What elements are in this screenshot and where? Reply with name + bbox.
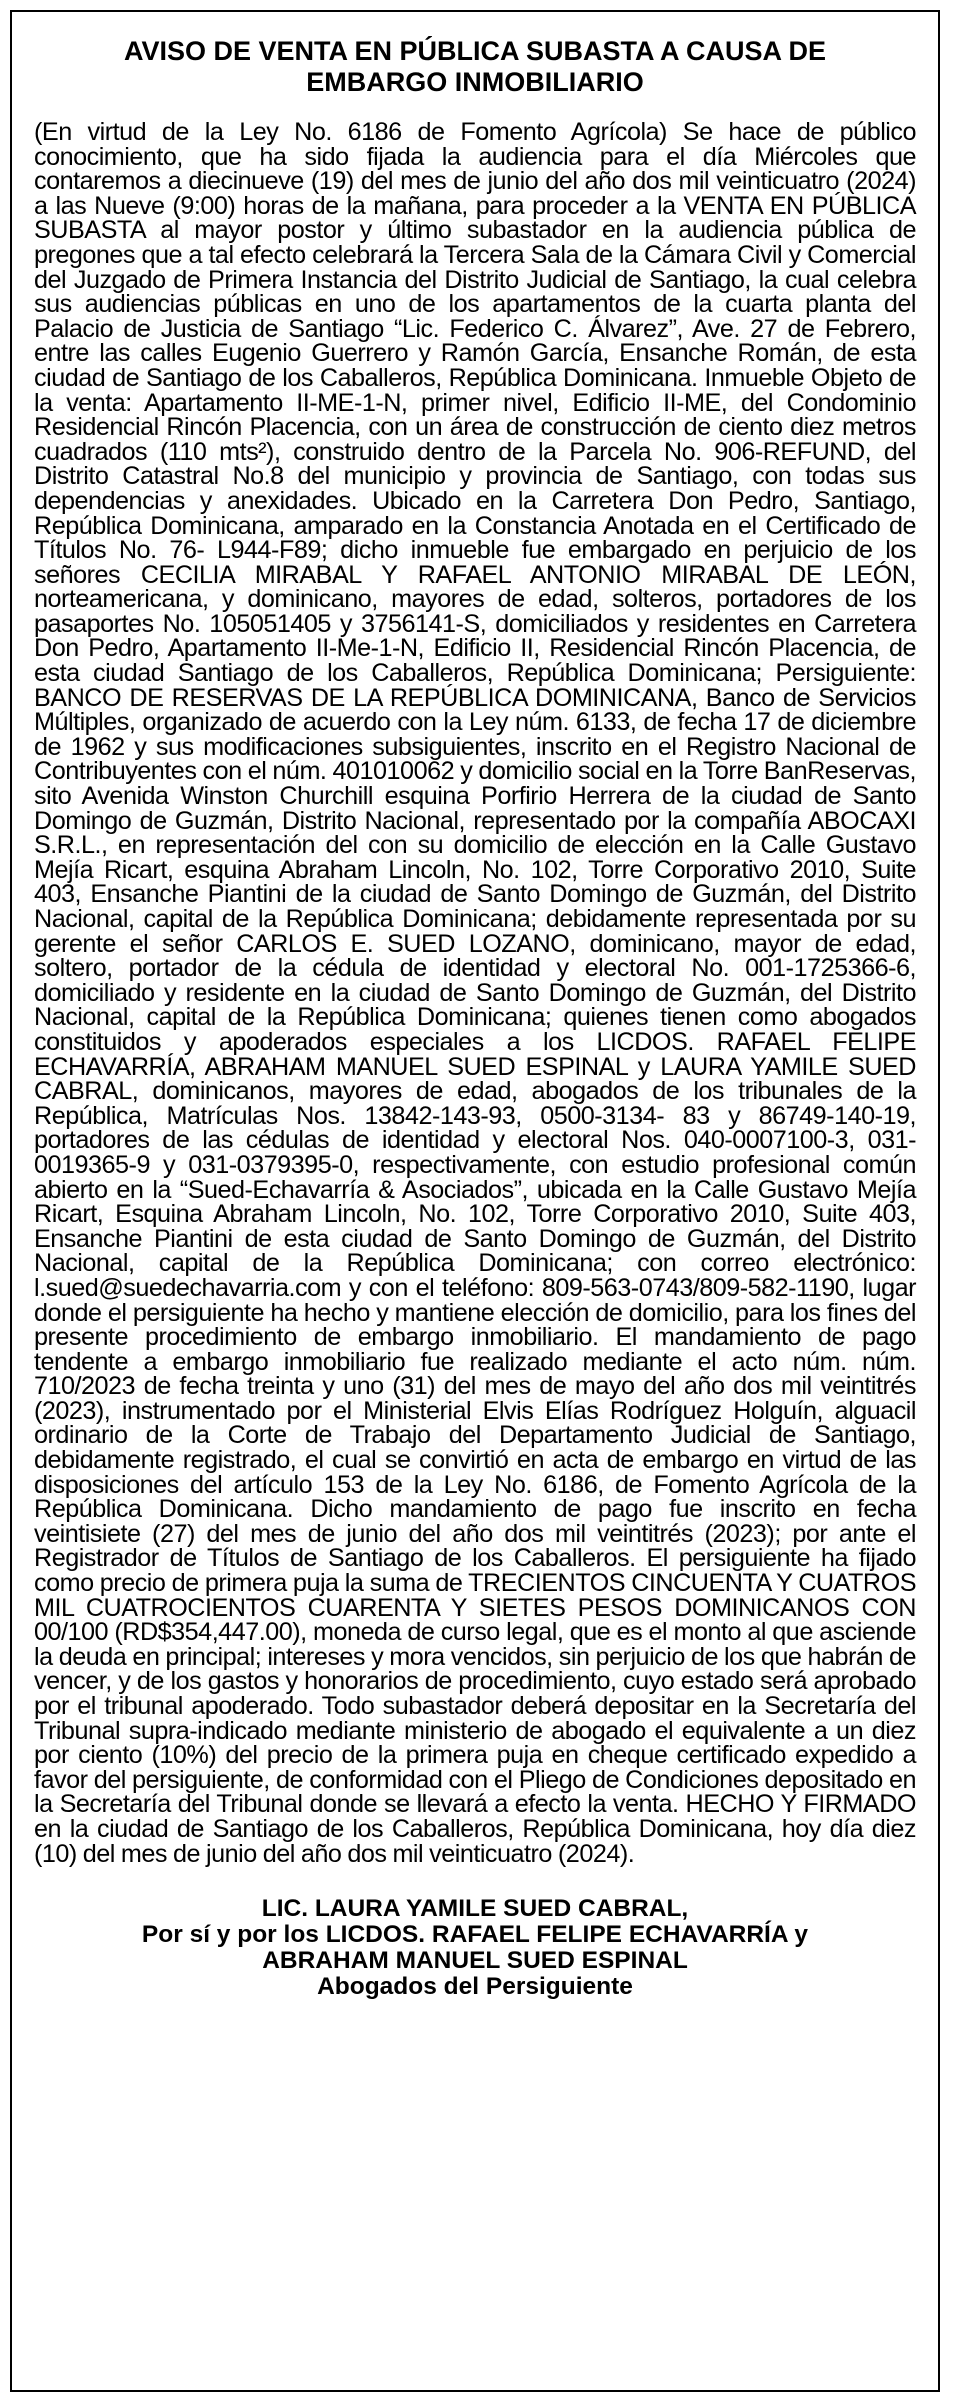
signature-line-2: Por sí y por los LICDOS. RAFAEL FELIPE ECHAVARRÍA y (141, 1921, 809, 1949)
signature-line-4: Abogados del Persiguiente (317, 1973, 633, 2001)
signature-line-3: ABRAHAM MANUEL SUED ESPINAL (262, 1947, 688, 1975)
notice-frame (10, 10, 940, 2392)
signature-line-1: LIC. LAURA YAMILE SUED CABRAL, (261, 1895, 689, 1923)
notice-body: (En virtud de la Ley No. 6186 de Fomento Agrícola) Se hace de público conocimiento, que ha sido fijada la audiencia para el día Miércoles que contaremos a diecinueve (19) del mes de junio del año dos mil veinticuatro (2024) a las Nueve (9:00) horas de la mañana, para proceder a la VENTA EN PÚBLICA SUBASTA al mayor postor y último subastador en la audiencia pública de pregones que a tal efecto celebrará la Tercera Sala de la Cámara Civil y Comercial del Juzgado de Primera Instancia del Distrito Judicial de Santiago, la cual celebra sus audiencias públicas en uno de los apartamentos de la cuarta planta del Palacio de Justicia de Santiago “Lic. Federico C. Álvarez”, Ave. 27 de Febrero, entre las calles Eugenio Guerrero y Ramón García, Ensanche Román, de esta ciudad de Santiago de los Caballeros, República Dominicana. Inmueble Objeto de la venta: Apartamento II-ME-1-N, primer nivel, Edificio II-ME, del Condominio Residencial Rincón Placencia, con un área de construcción de ciento diez metros cuadrados (110 mts²), construido dentro de la Parcela No. 906-REFUND, del Distrito Catastral No.8 del municipio y provincia de Santiago, con todas sus dependencias y anexidades. Ubicado en la Carretera Don Pedro, Santiago, República Dominicana, amparado en la Constancia Anotada en el Certificado de Títulos No. 76- L944-F89; dicho inmueble fue embargado en perjuicio de los señores CECILIA MIRABAL Y RAFAEL ANTONIO MIRABAL DE LEÓN, norteamericana, y dominicano, mayores de edad, solteros, portadores de los pasaportes No. 105051405 y 3756141-S, domiciliados y residentes en Carretera Don Pedro, Apartamento II-Me-1-N, Edificio II, Residencial Rincón Placencia, de esta ciudad Santiago de los Caballeros, República Dominicana; Persiguiente: BANCO DE RESERVAS DE LA REPÚBLICA DOMINICANA, Banco de Servicios Múltiples, organizado de acuerdo con la Ley núm. 6133, de fecha 17 de diciembre de 1962 y sus modificaciones subsiguientes, inscrito en el Registro Nacional de Contribuyentes con el núm. 401010062 y domicilio social en la Torre BanReservas, sito Avenida Winston Churchill esquina Porfirio Herrera de la ciudad de Santo Domingo de Guzmán, Distrito Nacional, representado por la compañía ABOCAXI S.R.L., en representación del con su domicilio de elección en la Calle Gustavo Mejía Ricart, esquina Abraham Lincoln, No. 102, Torre Corporativo 2010, Suite 403, Ensanche Piantini de la ciudad de Santo Domingo de Guzmán, del Distrito Nacional, capital de la República Dominicana; debidamente representada por su gerente el señor CARLOS E. SUED LOZANO, dominicano, mayor de edad, soltero, portador de la cédula de identidad y electoral No. 001-1725366-6, domiciliado y residente en la ciudad de Santo Domingo de Guzmán, del Distrito Nacional, capital de la República Dominicana; quienes tienen como abogados constituidos y apoderados especiales a los LICDOS. RAFAEL FELIPE ECHAVARRÍA, ABRAHAM MANUEL SUED ESPINAL y LAURA YAMILE SUED CABRAL, dominicanos, mayores de edad, abogados de los tribunales de la República, Matrículas Nos. 13842-143-93, 0500-3134- 83 y 86749-140-19, portadores de las cédulas de identidad y electoral Nos. 040-0007100-3, 031-0019365-9 y 031-0379395-0, respectivamente, con estudio profesional común abierto en la “Sued-Echavarría & Asociados”, ubicada en la Calle Gustavo Mejía Ricart, Esquina Abraham Lincoln, No. 102, Torre Corporativo 2010, Suite 403, Ensanche Piantini de esta ciudad de Santo Domingo de Guzmán, del Distrito Nacional, capital de la República Dominicana; con correo electrónico: l.sued@suedechavarria.com y con el teléfono: 809-563-0743/809-582-1190, lugar donde el persiguiente ha hecho y mantiene elección de domicilio, para los fines del presente procedimiento de embargo inmobiliario. El mandamiento de pago tendente a embargo inmobiliario fue realizado mediante el acto núm. núm. 710/2023 de fecha treinta y uno (31) del mes de mayo del año dos mil veintitrés (2023), instrumentado por el Ministerial Elvis Elías Rodríguez Holguín, alguacil ordinario de la Corte de Trabajo del Departamento Judicial de Santiago, debidamente registrado, el cual se convirtió en acta de embargo en virtud de las disposiciones del artículo 153 de la Ley No. 6186, de Fomento Agrícola de la República Dominicana. Dicho mandamiento de pago fue inscrito en fecha veintisiete (27) del mes de junio del año dos mil veintitrés (2023); por ante el Registrador de Títulos de Santiago de los Caballeros. El persiguiente ha fijado como precio de primera puja la suma de TRECIENTOS CINCUENTA Y CUATROS MIL CUATROCIENTOS CUARENTA Y SIETES PESOS DOMINICANOS CON 00/100 (RD$354,447.00), moneda de curso legal, que es el monto al que asciende la deuda en principal; intereses y mora vencidos, sin perjuicio de los que habrán de vencer, y de los gastos y honorarios de procedimiento, cuyo estado será aprobado por el tribunal apoderado. Todo subastador deberá depositar en la Secretaría del Tribunal supra-indicado mediante ministerio de abogado el equivalente a un diez por ciento (10%) del precio de la primera puja en cheque certificado expedido a favor del persiguiente, de conformidad con el Pliego de Condiciones depositado en la Secretaría del Tribunal donde se llevará a efecto la venta. HECHO Y FIRMADO en la ciudad de Santiago de los Caballeros, República Dominicana, hoy día diez (10) del mes de junio del año dos mil veinticuatro (2024). (34, 118, 916, 1868)
signature-block (34, 1896, 916, 2000)
notice-title: AVISO DE VENTA EN PÚBLICA SUBASTA A CAUSA DE EMBARGO INMOBILIARIO (123, 36, 827, 97)
